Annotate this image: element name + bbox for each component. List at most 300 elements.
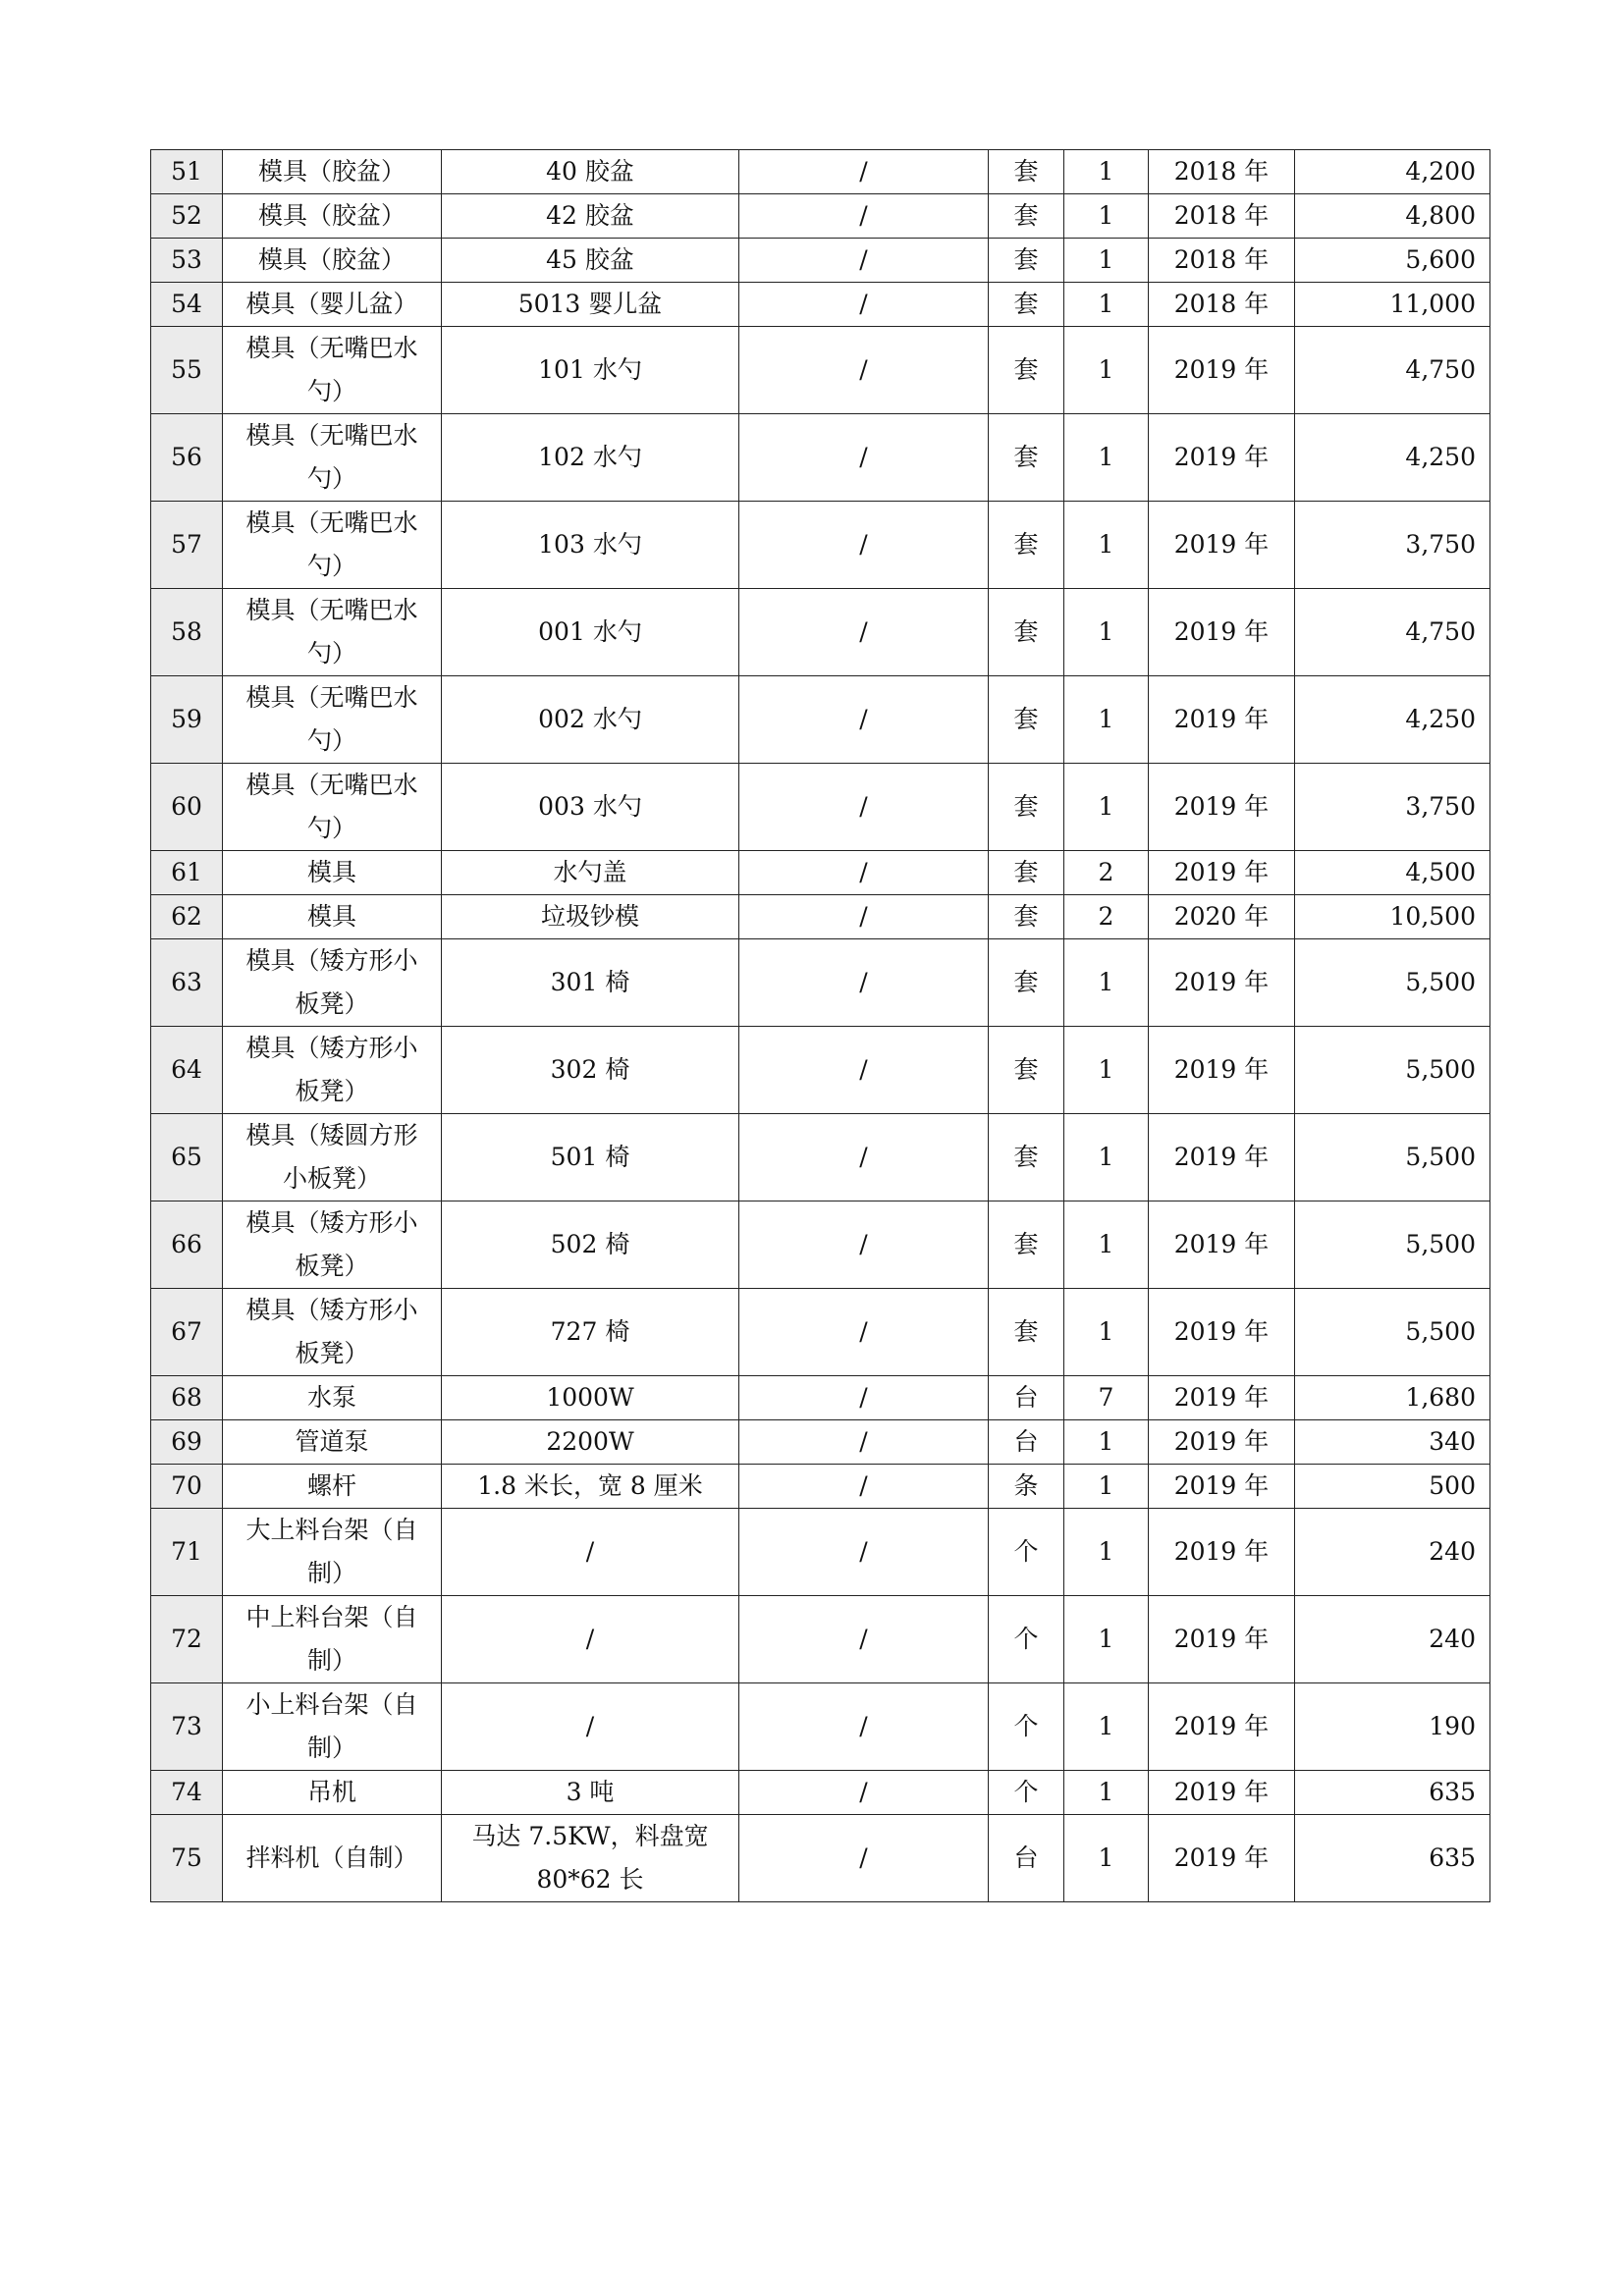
row-number-text: 57 <box>171 530 202 559</box>
table-row <box>151 1420 1490 1465</box>
row-number-cell <box>151 327 223 414</box>
item-unit-text: 个 <box>1013 1778 1039 1806</box>
item-name-text: 大上料台架（自制） <box>245 1516 418 1587</box>
table-row <box>151 414 1490 502</box>
item-year-text: 2019 年 <box>1173 705 1270 733</box>
item-year-text: 2019 年 <box>1173 443 1270 471</box>
row-number-text: 71 <box>171 1537 202 1566</box>
item-value-text: 5,500 <box>1405 1230 1476 1258</box>
item-name-text: 小上料台架（自制） <box>245 1690 418 1762</box>
item-model-cell <box>739 676 989 764</box>
item-model-text: / <box>859 1712 868 1740</box>
item-quantity-text: 1 <box>1098 530 1114 559</box>
item-model-text: / <box>859 968 868 996</box>
item-value-cell <box>1295 1201 1490 1289</box>
item-spec-text: 103 水勺 <box>538 530 642 559</box>
item-quantity-cell <box>1064 851 1149 895</box>
item-model-text: / <box>859 792 868 821</box>
item-year-cell <box>1149 939 1295 1027</box>
item-model-cell <box>739 1376 989 1420</box>
item-value-text: 635 <box>1429 1778 1476 1806</box>
item-year-cell <box>1149 1683 1295 1771</box>
item-year-text: 2018 年 <box>1173 290 1270 318</box>
row-number-cell <box>151 1683 223 1771</box>
row-number-cell <box>151 150 223 194</box>
item-model-text: / <box>859 705 868 733</box>
asset-table <box>150 149 1490 1902</box>
table-row <box>151 676 1490 764</box>
item-unit-text: 套 <box>1013 290 1039 318</box>
item-spec-text: 301 椅 <box>550 968 630 996</box>
item-name-text: 模具（矮方形小板凳） <box>245 946 418 1018</box>
item-value-cell <box>1295 1815 1490 1902</box>
item-name-text: 中上料台架（自制） <box>245 1603 418 1675</box>
row-number-cell <box>151 676 223 764</box>
item-unit-text: 个 <box>1013 1712 1039 1740</box>
item-year-text: 2019 年 <box>1173 1778 1270 1806</box>
item-spec-text: 1.8 米长，宽 8 厘米 <box>477 1471 703 1500</box>
row-number-cell <box>151 1114 223 1201</box>
item-value-cell <box>1295 1289 1490 1376</box>
row-number-cell <box>151 1289 223 1376</box>
item-unit-cell <box>989 589 1064 676</box>
item-year-text: 2018 年 <box>1173 245 1270 274</box>
row-number-cell <box>151 589 223 676</box>
item-spec-cell <box>442 851 739 895</box>
table-row <box>151 150 1490 194</box>
item-name-cell <box>223 1027 442 1114</box>
item-name-text: 模具（无嘴巴水勺） <box>245 596 418 667</box>
item-model-text: / <box>859 355 868 384</box>
item-name-cell <box>223 1289 442 1376</box>
row-number-text: 59 <box>171 705 202 733</box>
item-value-cell <box>1295 502 1490 589</box>
item-year-text: 2019 年 <box>1173 1383 1270 1412</box>
item-name-cell <box>223 150 442 194</box>
item-value-cell <box>1295 283 1490 327</box>
item-model-text: / <box>859 1843 868 1872</box>
row-number-cell <box>151 239 223 283</box>
item-unit-text: 套 <box>1013 902 1039 931</box>
item-spec-text: 302 椅 <box>550 1055 630 1084</box>
item-year-text: 2019 年 <box>1173 1230 1270 1258</box>
table-row <box>151 1596 1490 1683</box>
item-unit-text: 套 <box>1013 705 1039 733</box>
item-value-cell <box>1295 676 1490 764</box>
item-spec-cell <box>442 1027 739 1114</box>
row-number-cell <box>151 414 223 502</box>
table-row <box>151 1376 1490 1420</box>
item-year-text: 2018 年 <box>1173 157 1270 186</box>
item-name-text: 模具（矮方形小板凳） <box>245 1296 418 1367</box>
item-year-cell <box>1149 851 1295 895</box>
item-value-cell <box>1295 851 1490 895</box>
table-row <box>151 1465 1490 1509</box>
item-name-text: 模具（无嘴巴水勺） <box>245 683 418 755</box>
item-name-cell <box>223 1596 442 1683</box>
item-name-text: 模具（矮圆方形小板凳） <box>245 1121 418 1193</box>
item-spec-cell <box>442 1815 739 1902</box>
item-quantity-text: 2 <box>1098 858 1114 886</box>
item-spec-cell <box>442 327 739 414</box>
item-name-cell <box>223 676 442 764</box>
row-number-text: 64 <box>171 1055 202 1084</box>
item-name-cell <box>223 1376 442 1420</box>
item-value-text: 4,200 <box>1405 157 1476 186</box>
row-number-cell <box>151 1509 223 1596</box>
item-value-cell <box>1295 589 1490 676</box>
item-model-cell <box>739 1114 989 1201</box>
item-year-cell <box>1149 1114 1295 1201</box>
item-spec-cell <box>442 1596 739 1683</box>
item-quantity-text: 2 <box>1098 902 1114 931</box>
table-body <box>151 150 1490 1902</box>
item-year-cell <box>1149 502 1295 589</box>
item-value-text: 5,500 <box>1405 1055 1476 1084</box>
item-year-text: 2019 年 <box>1173 530 1270 559</box>
item-unit-cell <box>989 1465 1064 1509</box>
item-unit-text: 套 <box>1013 245 1039 274</box>
item-name-text: 模具（胶盆） <box>257 245 406 274</box>
item-year-cell <box>1149 1289 1295 1376</box>
item-unit-cell <box>989 676 1064 764</box>
item-quantity-text: 1 <box>1098 617 1114 646</box>
item-year-text: 2019 年 <box>1173 355 1270 384</box>
item-spec-cell <box>442 589 739 676</box>
item-unit-cell <box>989 194 1064 239</box>
item-value-text: 4,800 <box>1405 201 1476 230</box>
item-quantity-cell <box>1064 1201 1149 1289</box>
item-name-cell <box>223 1201 442 1289</box>
item-value-cell <box>1295 764 1490 851</box>
item-year-cell <box>1149 150 1295 194</box>
item-name-text: 模具（无嘴巴水勺） <box>245 508 418 580</box>
item-quantity-text: 1 <box>1098 290 1114 318</box>
row-number-cell <box>151 1771 223 1815</box>
item-name-text: 模具（无嘴巴水勺） <box>245 334 418 405</box>
item-quantity-cell <box>1064 1683 1149 1771</box>
item-unit-cell <box>989 327 1064 414</box>
row-number-text: 68 <box>171 1383 202 1412</box>
item-quantity-text: 1 <box>1098 792 1114 821</box>
item-quantity-text: 1 <box>1098 1230 1114 1258</box>
table-row <box>151 895 1490 939</box>
item-name-cell <box>223 1465 442 1509</box>
item-value-text: 3,750 <box>1405 530 1476 559</box>
item-unit-cell <box>989 1771 1064 1815</box>
item-spec-cell <box>442 1420 739 1465</box>
item-spec-cell <box>442 1771 739 1815</box>
item-name-cell <box>223 283 442 327</box>
item-model-text: / <box>859 1471 868 1500</box>
item-value-cell <box>1295 1509 1490 1596</box>
item-model-text: / <box>859 617 868 646</box>
row-number-cell <box>151 283 223 327</box>
item-spec-cell <box>442 150 739 194</box>
item-model-text: / <box>859 290 868 318</box>
table-row <box>151 764 1490 851</box>
item-name-cell <box>223 1771 442 1815</box>
item-model-cell <box>739 1509 989 1596</box>
item-model-text: / <box>859 201 868 230</box>
item-spec-text: / <box>585 1625 595 1653</box>
row-number-text: 53 <box>171 245 202 274</box>
row-number-text: 54 <box>171 290 202 318</box>
table-row <box>151 327 1490 414</box>
item-year-cell <box>1149 1376 1295 1420</box>
item-model-cell <box>739 1027 989 1114</box>
item-unit-text: 套 <box>1013 530 1039 559</box>
item-unit-cell <box>989 1376 1064 1420</box>
item-unit-cell <box>989 1114 1064 1201</box>
row-number-text: 67 <box>171 1317 202 1346</box>
item-name-cell <box>223 939 442 1027</box>
item-spec-cell <box>442 895 739 939</box>
row-number-cell <box>151 939 223 1027</box>
row-number-text: 60 <box>171 792 202 821</box>
item-quantity-text: 1 <box>1098 1537 1114 1566</box>
item-name-cell <box>223 414 442 502</box>
item-name-text: 模具 <box>306 858 356 886</box>
item-year-text: 2019 年 <box>1173 792 1270 821</box>
item-unit-cell <box>989 764 1064 851</box>
row-number-cell <box>151 764 223 851</box>
item-model-cell <box>739 1289 989 1376</box>
row-number-cell <box>151 851 223 895</box>
item-spec-cell <box>442 414 739 502</box>
item-quantity-text: 1 <box>1098 1625 1114 1653</box>
row-number-cell <box>151 1376 223 1420</box>
item-quantity-cell <box>1064 194 1149 239</box>
table-row <box>151 1509 1490 1596</box>
item-quantity-cell <box>1064 1027 1149 1114</box>
item-spec-text: 3 吨 <box>566 1778 615 1806</box>
item-spec-cell <box>442 1683 739 1771</box>
item-model-cell <box>739 1420 989 1465</box>
item-unit-cell <box>989 239 1064 283</box>
item-year-cell <box>1149 895 1295 939</box>
item-model-text: / <box>859 1143 868 1171</box>
item-model-text: / <box>859 1427 868 1456</box>
item-quantity-cell <box>1064 1376 1149 1420</box>
row-number-text: 74 <box>171 1778 202 1806</box>
item-unit-cell <box>989 895 1064 939</box>
item-year-text: 2019 年 <box>1173 1712 1270 1740</box>
item-quantity-text: 1 <box>1098 1712 1114 1740</box>
item-model-cell <box>739 327 989 414</box>
item-name-cell <box>223 589 442 676</box>
item-name-text: 模具 <box>306 902 356 931</box>
item-value-cell <box>1295 414 1490 502</box>
item-year-text: 2019 年 <box>1173 1427 1270 1456</box>
item-year-cell <box>1149 414 1295 502</box>
row-number-cell <box>151 1420 223 1465</box>
item-spec-text: 001 水勺 <box>538 617 642 646</box>
item-value-text: 4,500 <box>1405 858 1476 886</box>
item-model-cell <box>739 194 989 239</box>
item-quantity-cell <box>1064 895 1149 939</box>
row-number-text: 55 <box>171 355 202 384</box>
item-value-text: 3,750 <box>1405 792 1476 821</box>
item-quantity-text: 1 <box>1098 443 1114 471</box>
item-name-text: 模具（胶盆） <box>257 157 406 186</box>
row-number-text: 73 <box>171 1712 202 1740</box>
item-name-cell <box>223 851 442 895</box>
item-model-cell <box>739 1596 989 1683</box>
item-value-text: 190 <box>1429 1712 1476 1740</box>
item-model-text: / <box>859 1625 868 1653</box>
item-value-text: 4,250 <box>1405 443 1476 471</box>
item-spec-text: 1000W <box>546 1383 634 1412</box>
item-value-cell <box>1295 1465 1490 1509</box>
item-model-cell <box>739 589 989 676</box>
item-value-cell <box>1295 1771 1490 1815</box>
item-year-cell <box>1149 1201 1295 1289</box>
item-value-text: 500 <box>1429 1471 1476 1500</box>
item-model-cell <box>739 1771 989 1815</box>
item-quantity-text: 1 <box>1098 968 1114 996</box>
item-quantity-cell <box>1064 414 1149 502</box>
item-model-text: / <box>859 245 868 274</box>
row-number-cell <box>151 1465 223 1509</box>
item-name-cell <box>223 895 442 939</box>
item-value-text: 635 <box>1429 1843 1476 1872</box>
item-value-cell <box>1295 239 1490 283</box>
item-model-text: / <box>859 1778 868 1806</box>
item-unit-text: 条 <box>1013 1471 1039 1500</box>
item-model-text: / <box>859 157 868 186</box>
item-spec-text: 102 水勺 <box>538 443 642 471</box>
item-model-text: / <box>859 530 868 559</box>
item-quantity-cell <box>1064 1815 1149 1902</box>
item-value-text: 240 <box>1429 1625 1476 1653</box>
item-model-text: / <box>859 443 868 471</box>
item-spec-text: 2200W <box>546 1427 634 1456</box>
item-unit-text: 台 <box>1013 1383 1039 1412</box>
item-quantity-text: 1 <box>1098 1317 1114 1346</box>
item-spec-cell <box>442 1376 739 1420</box>
item-year-text: 2019 年 <box>1173 1055 1270 1084</box>
item-spec-text: 42 胶盆 <box>546 201 634 230</box>
item-quantity-cell <box>1064 1509 1149 1596</box>
item-unit-cell <box>989 1289 1064 1376</box>
item-unit-text: 套 <box>1013 792 1039 821</box>
item-name-cell <box>223 764 442 851</box>
item-spec-cell <box>442 283 739 327</box>
table-row <box>151 1201 1490 1289</box>
item-unit-cell <box>989 1683 1064 1771</box>
item-quantity-text: 1 <box>1098 1427 1114 1456</box>
item-year-cell <box>1149 1027 1295 1114</box>
item-spec-cell <box>442 194 739 239</box>
item-name-text: 管道泵 <box>295 1427 369 1456</box>
table-row <box>151 939 1490 1027</box>
item-name-text: 模具（胶盆） <box>257 201 406 230</box>
item-year-cell <box>1149 589 1295 676</box>
table-row <box>151 283 1490 327</box>
row-number-text: 62 <box>171 902 202 931</box>
item-year-cell <box>1149 1771 1295 1815</box>
item-quantity-cell <box>1064 150 1149 194</box>
item-quantity-cell <box>1064 327 1149 414</box>
item-year-text: 2019 年 <box>1173 1625 1270 1653</box>
table-row <box>151 1683 1490 1771</box>
item-value-text: 5,500 <box>1405 1143 1476 1171</box>
item-unit-text: 套 <box>1013 443 1039 471</box>
item-quantity-cell <box>1064 283 1149 327</box>
item-spec-cell <box>442 1114 739 1201</box>
row-number-text: 65 <box>171 1143 202 1171</box>
item-value-text: 10,500 <box>1389 902 1476 931</box>
item-name-text: 拌料机（自制） <box>245 1843 418 1872</box>
row-number-text: 70 <box>171 1471 202 1500</box>
item-value-text: 240 <box>1429 1537 1476 1566</box>
item-spec-cell <box>442 764 739 851</box>
item-name-cell <box>223 1420 442 1465</box>
item-quantity-text: 1 <box>1098 157 1114 186</box>
item-model-text: / <box>859 1055 868 1084</box>
item-name-text: 螺杆 <box>306 1471 356 1500</box>
item-value-cell <box>1295 939 1490 1027</box>
item-year-text: 2019 年 <box>1173 1317 1270 1346</box>
item-year-cell <box>1149 676 1295 764</box>
item-unit-cell <box>989 939 1064 1027</box>
item-value-cell <box>1295 1376 1490 1420</box>
item-year-text: 2019 年 <box>1173 968 1270 996</box>
item-model-cell <box>739 1683 989 1771</box>
item-unit-text: 套 <box>1013 1055 1039 1084</box>
item-spec-text: 003 水勺 <box>538 792 642 821</box>
row-number-cell <box>151 1815 223 1902</box>
item-model-cell <box>739 502 989 589</box>
item-name-text: 吊机 <box>306 1778 356 1806</box>
item-value-cell <box>1295 1596 1490 1683</box>
item-spec-text: 502 椅 <box>550 1230 630 1258</box>
item-year-text: 2019 年 <box>1173 1471 1270 1500</box>
item-value-text: 5,500 <box>1405 968 1476 996</box>
item-unit-cell <box>989 283 1064 327</box>
row-number-cell <box>151 1596 223 1683</box>
item-spec-text: 501 椅 <box>550 1143 630 1171</box>
item-spec-text: / <box>585 1537 595 1566</box>
table-row <box>151 1771 1490 1815</box>
item-model-cell <box>739 895 989 939</box>
item-unit-cell <box>989 1027 1064 1114</box>
item-year-cell <box>1149 1596 1295 1683</box>
item-year-text: 2019 年 <box>1173 1143 1270 1171</box>
item-spec-text: 5013 婴儿盆 <box>517 290 663 318</box>
item-year-text: 2019 年 <box>1173 617 1270 646</box>
item-quantity-cell <box>1064 939 1149 1027</box>
item-quantity-text: 1 <box>1098 1778 1114 1806</box>
item-spec-text: 45 胶盆 <box>546 245 634 274</box>
item-spec-cell <box>442 676 739 764</box>
item-name-cell <box>223 1114 442 1201</box>
item-model-cell <box>739 1201 989 1289</box>
item-spec-cell <box>442 939 739 1027</box>
item-quantity-text: 1 <box>1098 201 1114 230</box>
item-quantity-cell <box>1064 1771 1149 1815</box>
item-year-cell <box>1149 1465 1295 1509</box>
item-year-cell <box>1149 1815 1295 1902</box>
item-name-text: 模具（无嘴巴水勺） <box>245 421 418 493</box>
item-model-cell <box>739 150 989 194</box>
item-quantity-cell <box>1064 589 1149 676</box>
item-value-text: 4,750 <box>1405 617 1476 646</box>
row-number-text: 63 <box>171 968 202 996</box>
item-unit-text: 个 <box>1013 1625 1039 1653</box>
item-year-text: 2019 年 <box>1173 1537 1270 1566</box>
